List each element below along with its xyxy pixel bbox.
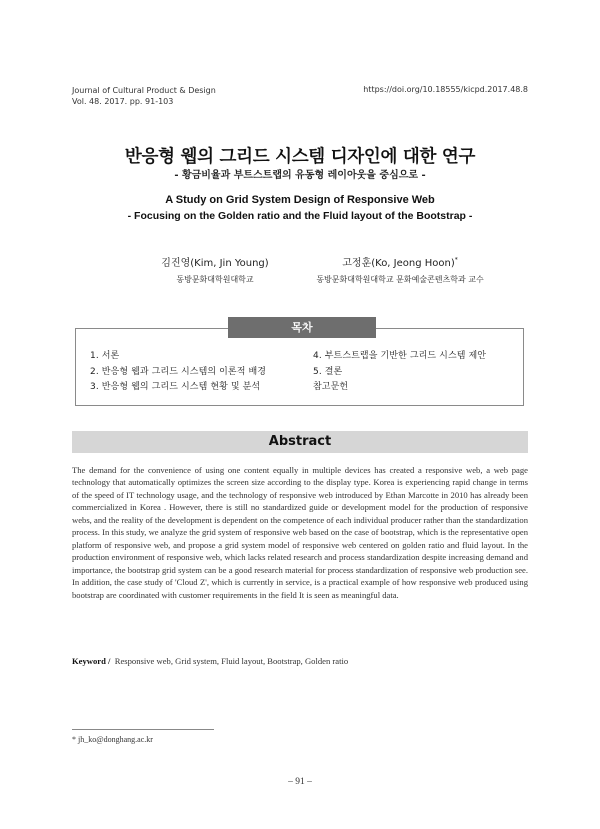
toc-heading: 목차: [228, 317, 376, 338]
author-2-name: 고정훈(Ko, Jeong Hoon): [342, 258, 455, 269]
toc-item: 1. 서론: [90, 351, 120, 361]
keywords-label: Keyword /: [72, 656, 111, 666]
doi-link[interactable]: https://doi.org/10.18555/kicpd.2017.48.8: [363, 85, 528, 94]
title-korean: 반응형 웹의 그리드 시스템 디자인에 대한 연구: [124, 147, 476, 167]
title-english: A Study on Grid System Design of Responsive Web: [165, 194, 435, 206]
author-2-affiliation: 동방문화대학원대학교 문화예술콘텐츠학과 교수: [316, 275, 484, 284]
journal-volume: Vol. 48. 2017. pp. 91-103: [72, 97, 174, 106]
abstract-body: The demand for the convenience of using one content equally in multiple devices has created a responsive web, a web page technology that automatically optimizes the screen size according to the display type. Korea is experiencing rapid change in terms of the speed of IT technology usage, and the technology of responsive web introduced by Ethan Marcotte in 2010 has already been commercialized in Korea . However, there is still no standardized guide or development model for the production of responsive webs, and the reality of the development is dependent on the competence of each individual producer rather than the standardization process. In this study, we analyze the grid system of responsive web based on the case of bootstrap, which is the representative open platform of responsive web, and propose a grid system model of responsive web centered on golden ratio and fluid layout. In the production environment of responsive web, which lacks related research and process standardization despite increasing demand and importance, the bootstrap grid system can be a good research material for process standardization of responsive web production see. In addition, the case study of 'Cloud Z', which is currently in service, is a practical example of how responsive web produced using bootstrap are coordinated with customer requirements in the field It is seen as meaningful data.: [72, 465, 528, 600]
toc-right-column: [313, 349, 486, 396]
toc-item: 4. 부트스트랩을 기반한 그리드 시스템 제안: [313, 351, 487, 361]
keywords-value: Responsive web, Grid system, Fluid layout, Bootstrap, Golden ratio: [114, 656, 349, 666]
author-1-name: 김진영(Kim, Jin Young): [161, 258, 269, 269]
toc-item: 2. 반응형 웹과 그리드 시스템의 이론적 배경: [90, 366, 267, 377]
author-1-affiliation: 동방문화대학원대학교: [176, 275, 254, 284]
author-1: [130, 254, 300, 285]
journal-header: [72, 85, 216, 107]
abstract-heading: Abstract: [72, 431, 528, 453]
author-2-mark: *: [454, 256, 458, 264]
keywords: [72, 656, 528, 666]
toc-item: 참고문헌: [313, 382, 349, 392]
journal-name: Journal of Cultural Product & Design: [72, 86, 216, 95]
subtitle-korean: - 황금비율과 부트스트랩의 유동형 레이아웃을 중심으로 -: [174, 170, 426, 181]
footnote-email: * jh_ko@donghang.ac.kr: [72, 735, 153, 744]
page-number: – 91 –: [288, 777, 312, 787]
toc-item: 3. 반응형 웹의 그리드 시스템 현황 및 분석: [90, 382, 261, 392]
toc-item: 5. 결론: [313, 366, 343, 377]
subtitle-english: - Focusing on the Golden ratio and the Fluid layout of the Bootstrap -: [127, 210, 473, 222]
author-2: [290, 254, 510, 285]
toc-left-column: [90, 349, 266, 396]
footnote-divider: [72, 729, 214, 730]
